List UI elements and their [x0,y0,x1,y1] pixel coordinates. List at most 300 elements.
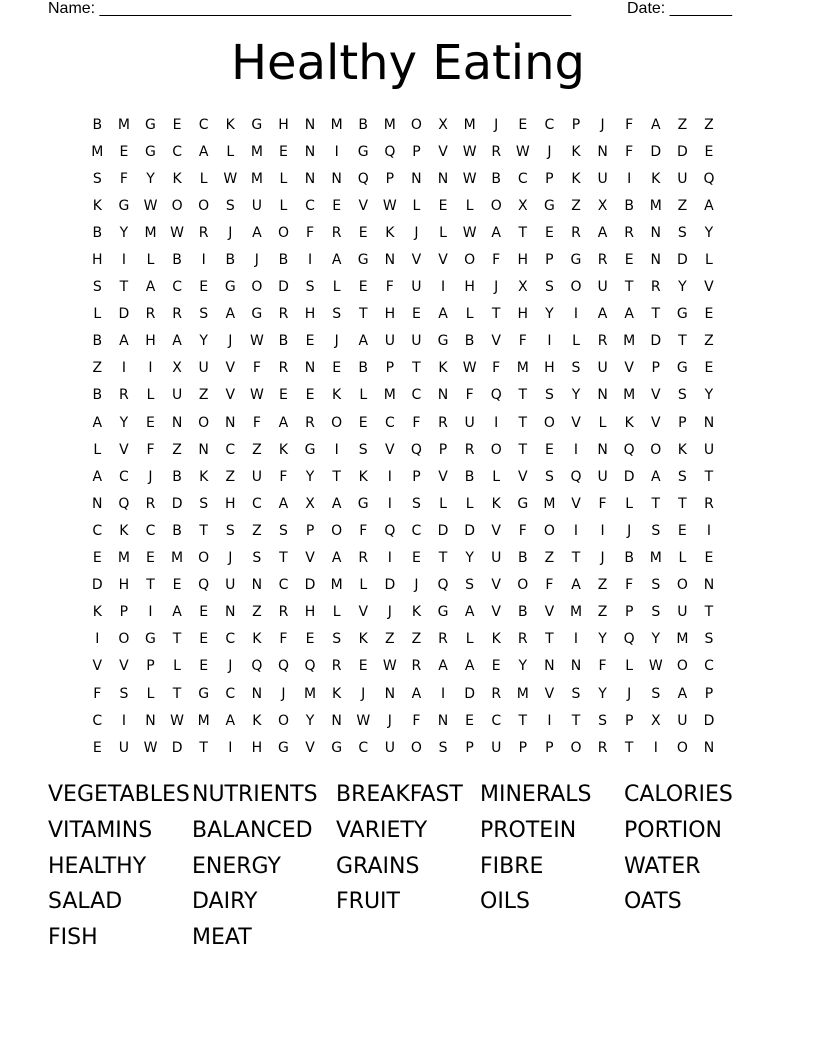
grid-cell[interactable]: T [651,306,661,323]
grid-cell[interactable]: T [678,333,687,350]
grid-cell[interactable]: Z [704,116,714,133]
grid-cell[interactable]: E [358,414,368,431]
grid-cell[interactable]: H [304,604,316,621]
grid-cell[interactable]: I [387,495,392,512]
grid-cell[interactable]: N [198,441,209,458]
grid-cell[interactable]: N [703,577,715,594]
grid-cell[interactable]: C [517,170,528,187]
grid-cell[interactable]: N [251,577,263,594]
grid-cell[interactable]: W [462,360,477,377]
grid-cell[interactable]: O [171,197,183,214]
grid-cell[interactable]: R [411,658,422,675]
grid-cell[interactable]: L [226,143,235,160]
grid-cell[interactable]: D [650,143,662,160]
grid-cell[interactable]: U [118,739,130,756]
grid-cell[interactable]: Q [277,658,289,675]
grid-cell[interactable]: V [411,252,422,269]
grid-cell[interactable]: L [332,279,341,296]
grid-cell[interactable]: I [600,522,605,539]
grid-cell[interactable]: Z [92,360,103,377]
grid-cell[interactable]: A [225,306,236,323]
grid-cell[interactable]: P [624,604,634,621]
grid-cell[interactable]: E [146,414,155,431]
grid-cell[interactable]: E [305,631,315,648]
grid-cell[interactable]: X [597,197,608,214]
grid-cell[interactable]: G [570,252,582,269]
grid-cell[interactable]: Z [704,333,714,350]
grid-cell[interactable]: C [251,495,262,512]
grid-cell[interactable]: F [545,577,554,594]
grid-cell[interactable]: R [278,306,289,323]
grid-cell[interactable]: H [304,306,316,323]
grid-cell[interactable]: G [145,631,156,648]
grid-cell[interactable]: E [172,577,182,594]
grid-cell[interactable]: I [573,631,579,648]
grid-cell[interactable]: E [199,604,209,621]
grid-cell[interactable]: I [573,522,579,539]
grid-cell[interactable]: Y [518,658,528,675]
grid-cell[interactable]: D [464,522,475,539]
grid-cell[interactable]: U [384,739,395,756]
grid-cell[interactable]: T [172,685,182,702]
grid-cell[interactable]: D [676,252,688,269]
grid-cell[interactable]: Q [384,143,396,160]
grid-cell[interactable]: Q [490,387,502,404]
grid-cell[interactable]: Z [677,197,688,214]
grid-cell[interactable]: B [358,360,369,377]
grid-cell[interactable]: V [704,279,714,296]
grid-cell[interactable]: T [545,631,554,648]
grid-cell[interactable]: N [597,441,608,458]
grid-cell[interactable]: E [199,631,209,648]
grid-cell[interactable]: Z [225,468,236,485]
grid-cell[interactable]: G [145,143,156,160]
grid-cell[interactable]: K [358,468,368,485]
grid-cell[interactable]: K [358,631,368,648]
grid-cell[interactable]: P [305,522,315,539]
grid-cell[interactable]: K [651,170,661,187]
grid-cell[interactable]: J [600,550,605,567]
grid-cell[interactable]: V [491,604,501,621]
grid-cell[interactable]: C [544,116,555,133]
grid-cell[interactable]: G [357,495,369,512]
grid-cell[interactable]: C [704,658,714,675]
grid-cell[interactable]: E [518,116,528,133]
grid-cell[interactable]: G [145,116,156,133]
grid-cell[interactable]: M [543,495,556,512]
grid-cell[interactable]: A [411,685,422,702]
grid-cell[interactable]: O [543,414,555,431]
grid-cell[interactable]: Y [678,279,687,296]
grid-cell[interactable]: S [411,495,421,512]
grid-cell[interactable]: C [92,522,103,539]
grid-cell[interactable]: C [225,631,236,648]
grid-cell[interactable]: S [119,685,129,702]
grid-cell[interactable]: R [624,224,635,241]
grid-cell[interactable]: U [251,197,262,214]
grid-cell[interactable]: P [651,360,660,377]
grid-cell[interactable]: O [650,441,662,458]
grid-cell[interactable]: L [598,414,607,431]
grid-cell[interactable]: L [625,658,634,675]
grid-cell[interactable]: E [544,441,554,458]
grid-cell[interactable]: F [93,685,102,702]
grid-cell[interactable]: S [225,522,235,539]
grid-cell[interactable]: D [703,712,715,729]
grid-cell[interactable]: Z [597,577,608,594]
grid-cell[interactable]: I [148,604,153,621]
grid-cell[interactable]: W [249,387,264,404]
grid-cell[interactable]: A [650,116,661,133]
grid-cell[interactable]: N [145,712,156,729]
grid-cell[interactable]: E [305,387,315,404]
grid-cell[interactable]: O [198,550,210,567]
grid-cell[interactable]: I [121,712,126,729]
grid-cell[interactable]: K [332,387,342,404]
grid-cell[interactable]: S [677,387,687,404]
grid-cell[interactable]: B [92,224,103,241]
grid-cell[interactable]: E [704,360,714,377]
grid-cell[interactable]: Z [571,197,581,214]
grid-cell[interactable]: I [95,631,100,648]
grid-cell[interactable]: K [438,360,448,377]
grid-cell[interactable]: O [570,739,582,756]
grid-cell[interactable]: A [278,495,289,512]
grid-cell[interactable]: L [625,495,634,512]
grid-cell[interactable]: I [440,279,446,296]
grid-cell[interactable]: Q [384,522,396,539]
grid-cell[interactable]: G [357,252,369,269]
grid-cell[interactable]: C [411,522,422,539]
grid-cell[interactable]: E [491,658,501,675]
grid-cell[interactable]: U [198,360,209,377]
grid-cell[interactable]: Q [623,631,635,648]
grid-cell[interactable]: S [252,550,262,567]
grid-cell[interactable]: T [571,712,581,729]
grid-cell[interactable]: E [332,360,342,377]
grid-cell[interactable]: N [304,143,316,160]
grid-cell[interactable]: V [92,658,103,675]
grid-cell[interactable]: J [387,604,392,621]
grid-cell[interactable]: Z [677,116,688,133]
grid-cell[interactable]: T [518,414,528,431]
grid-cell[interactable]: I [201,252,206,269]
grid-cell[interactable]: O [464,252,476,269]
grid-cell[interactable]: T [119,279,129,296]
grid-cell[interactable]: A [597,306,608,323]
grid-cell[interactable]: O [198,197,210,214]
grid-cell[interactable]: A [624,306,634,323]
grid-cell[interactable]: A [92,468,103,485]
grid-cell[interactable]: H [384,306,396,323]
grid-cell[interactable]: S [571,685,581,702]
grid-cell[interactable]: P [438,441,448,458]
grid-cell[interactable]: R [145,306,156,323]
grid-cell[interactable]: U [677,604,688,621]
grid-cell[interactable]: A [677,685,688,702]
grid-cell[interactable]: I [307,252,313,269]
grid-cell[interactable]: K [624,414,634,431]
grid-cell[interactable]: E [279,143,288,160]
grid-cell[interactable]: F [518,333,527,350]
grid-cell[interactable]: L [359,387,368,404]
grid-cell[interactable]: B [464,333,475,350]
grid-cell[interactable]: B [517,604,528,621]
grid-cell[interactable]: P [385,360,395,377]
grid-cell[interactable]: A [331,252,342,269]
grid-cell[interactable]: S [598,712,608,729]
grid-cell[interactable]: A [438,658,448,675]
grid-cell[interactable]: A [145,279,156,296]
grid-cell[interactable]: T [358,306,368,323]
grid-cell[interactable]: R [331,658,342,675]
grid-cell[interactable]: E [544,224,554,241]
grid-cell[interactable]: N [171,414,183,431]
date-field[interactable]: Date: _______ [627,0,732,17]
grid-cell[interactable]: T [518,224,528,241]
grid-cell[interactable]: E [119,143,129,160]
grid-cell[interactable]: Q [437,577,449,594]
grid-cell[interactable]: N [437,387,449,404]
grid-cell[interactable]: C [92,712,103,729]
grid-cell[interactable]: T [518,712,528,729]
grid-cell[interactable]: H [225,495,236,512]
grid-cell[interactable]: A [464,658,475,675]
grid-cell[interactable]: P [146,658,155,675]
grid-cell[interactable]: S [651,604,661,621]
grid-cell[interactable]: Z [198,387,209,404]
grid-cell[interactable]: U [677,170,688,187]
grid-cell[interactable]: I [627,170,632,187]
grid-cell[interactable]: D [171,739,183,756]
grid-cell[interactable]: C [358,739,369,756]
grid-cell[interactable]: M [304,685,317,702]
grid-cell[interactable]: Y [704,224,714,241]
grid-cell[interactable]: K [252,712,262,729]
grid-cell[interactable]: O [277,712,289,729]
grid-cell[interactable]: S [651,522,661,539]
grid-cell[interactable]: F [279,631,288,648]
grid-cell[interactable]: P [412,468,421,485]
grid-cell[interactable]: T [199,739,208,756]
grid-cell[interactable]: E [172,116,182,133]
grid-cell[interactable]: H [145,333,156,350]
name-field[interactable]: Name: _____________________________________________________ [48,0,572,17]
grid-cell[interactable]: P [704,685,714,702]
grid-cell[interactable]: Q [703,170,715,187]
grid-cell[interactable]: S [438,739,448,756]
grid-cell[interactable]: Y [305,712,315,729]
grid-cell[interactable]: M [330,116,343,133]
grid-cell[interactable]: B [92,333,103,350]
grid-cell[interactable]: P [624,712,634,729]
grid-cell[interactable]: T [146,577,155,594]
grid-cell[interactable]: K [411,604,422,621]
grid-cell[interactable]: V [544,685,555,702]
grid-cell[interactable]: S [92,170,102,187]
grid-cell[interactable]: S [92,279,102,296]
grid-cell[interactable]: I [148,360,153,377]
grid-cell[interactable]: J [414,577,419,594]
grid-cell[interactable]: K [92,604,102,621]
grid-cell[interactable]: V [119,658,129,675]
grid-cell[interactable]: E [358,658,368,675]
grid-cell[interactable]: S [651,685,661,702]
grid-cell[interactable]: N [437,712,449,729]
grid-cell[interactable]: O [251,279,263,296]
grid-cell[interactable]: N [703,414,715,431]
grid-cell[interactable]: E [704,550,714,567]
grid-cell[interactable]: B [517,550,528,567]
grid-cell[interactable]: G [437,604,449,621]
grid-cell[interactable]: A [331,495,342,512]
grid-cell[interactable]: P [545,252,554,269]
grid-cell[interactable]: F [492,360,501,377]
grid-cell[interactable]: U [171,387,183,404]
grid-cell[interactable]: F [518,522,527,539]
grid-cell[interactable]: E [358,224,368,241]
grid-cell[interactable]: Q [357,170,369,187]
grid-cell[interactable]: U [491,739,502,756]
grid-cell[interactable]: F [598,658,607,675]
grid-cell[interactable]: L [199,170,208,187]
grid-cell[interactable]: M [330,577,343,594]
grid-cell[interactable]: M [649,197,662,214]
grid-cell[interactable]: J [600,116,605,133]
grid-cell[interactable]: W [223,170,238,187]
grid-cell[interactable]: P [465,739,474,756]
grid-cell[interactable]: J [494,116,499,133]
grid-cell[interactable]: C [172,143,182,160]
grid-cell[interactable]: A [597,224,608,241]
grid-cell[interactable]: E [332,197,342,214]
grid-cell[interactable]: Q [198,577,210,594]
grid-cell[interactable]: A [278,414,289,431]
grid-cell[interactable]: R [517,631,528,648]
grid-cell[interactable]: A [331,550,342,567]
grid-cell[interactable]: A [172,604,182,621]
grid-cell[interactable]: U [225,577,236,594]
grid-cell[interactable]: R [438,631,448,648]
grid-cell[interactable]: D [623,468,635,485]
grid-cell[interactable]: U [411,333,422,350]
grid-cell[interactable]: L [279,197,288,214]
grid-cell[interactable]: Y [305,468,315,485]
grid-cell[interactable]: W [648,658,663,675]
grid-cell[interactable]: J [627,522,632,539]
grid-cell[interactable]: N [92,495,103,512]
grid-cell[interactable]: B [172,522,182,539]
grid-cell[interactable]: J [148,468,153,485]
grid-cell[interactable]: W [462,170,477,187]
grid-cell[interactable]: P [385,170,395,187]
grid-cell[interactable]: C [119,468,129,485]
grid-cell[interactable]: I [121,360,126,377]
grid-cell[interactable]: J [547,143,552,160]
grid-cell[interactable]: N [251,685,263,702]
grid-cell[interactable]: G [118,197,130,214]
grid-cell[interactable]: X [438,116,448,133]
grid-cell[interactable]: T [412,360,421,377]
grid-cell[interactable]: P [545,170,554,187]
grid-cell[interactable]: O [118,631,130,648]
grid-cell[interactable]: S [544,279,554,296]
grid-cell[interactable]: D [171,495,183,512]
grid-cell[interactable]: F [412,414,421,431]
grid-cell[interactable]: U [464,414,475,431]
grid-cell[interactable]: A [438,306,448,323]
grid-cell[interactable]: E [411,550,421,567]
grid-cell[interactable]: W [170,712,184,729]
grid-cell[interactable]: K [225,116,235,133]
grid-cell[interactable]: A [198,143,209,160]
grid-cell[interactable]: Q [410,441,422,458]
grid-cell[interactable]: D [650,333,662,350]
grid-cell[interactable]: N [544,658,555,675]
grid-cell[interactable]: H [464,279,475,296]
grid-cell[interactable]: C [225,441,236,458]
grid-cell[interactable]: O [198,414,210,431]
grid-cell[interactable]: F [385,279,394,296]
grid-cell[interactable]: J [228,333,233,350]
grid-cell[interactable]: E [465,712,475,729]
grid-cell[interactable]: L [439,495,447,512]
grid-cell[interactable]: J [387,712,392,729]
grid-cell[interactable]: J [228,550,233,567]
grid-cell[interactable]: C [145,522,156,539]
grid-cell[interactable]: R [464,441,475,458]
grid-cell[interactable]: F [412,712,421,729]
grid-cell[interactable]: J [414,224,419,241]
grid-cell[interactable]: K [199,468,209,485]
grid-cell[interactable]: S [305,279,315,296]
grid-cell[interactable]: I [334,143,339,160]
grid-cell[interactable]: F [598,495,607,512]
grid-cell[interactable]: M [117,550,130,567]
grid-cell[interactable]: Y [146,170,155,187]
grid-cell[interactable]: N [384,252,396,269]
grid-cell[interactable]: E [704,306,714,323]
grid-cell[interactable]: S [465,577,475,594]
grid-cell[interactable]: S [704,631,714,648]
grid-cell[interactable]: L [93,441,102,458]
grid-cell[interactable]: Y [598,631,607,648]
grid-cell[interactable]: V [438,468,448,485]
grid-cell[interactable]: W [382,197,397,214]
grid-cell[interactable]: W [515,143,530,160]
grid-cell[interactable]: W [143,739,158,756]
grid-cell[interactable]: R [704,495,714,512]
grid-cell[interactable]: R [331,224,342,241]
grid-cell[interactable]: N [703,739,715,756]
grid-cell[interactable]: H [544,360,555,377]
grid-cell[interactable]: V [358,197,369,214]
grid-cell[interactable]: A [225,712,236,729]
grid-cell[interactable]: I [334,441,339,458]
grid-cell[interactable]: I [228,739,233,756]
grid-cell[interactable]: H [92,252,103,269]
grid-cell[interactable]: B [92,116,103,133]
grid-cell[interactable]: L [332,604,341,621]
grid-cell[interactable]: P [518,739,528,756]
grid-cell[interactable]: L [146,387,155,404]
grid-cell[interactable]: N [650,224,661,241]
grid-cell[interactable]: O [490,197,502,214]
grid-cell[interactable]: L [465,631,474,648]
grid-cell[interactable]: N [650,252,661,269]
grid-cell[interactable]: N [384,685,396,702]
grid-cell[interactable]: E [305,333,315,350]
